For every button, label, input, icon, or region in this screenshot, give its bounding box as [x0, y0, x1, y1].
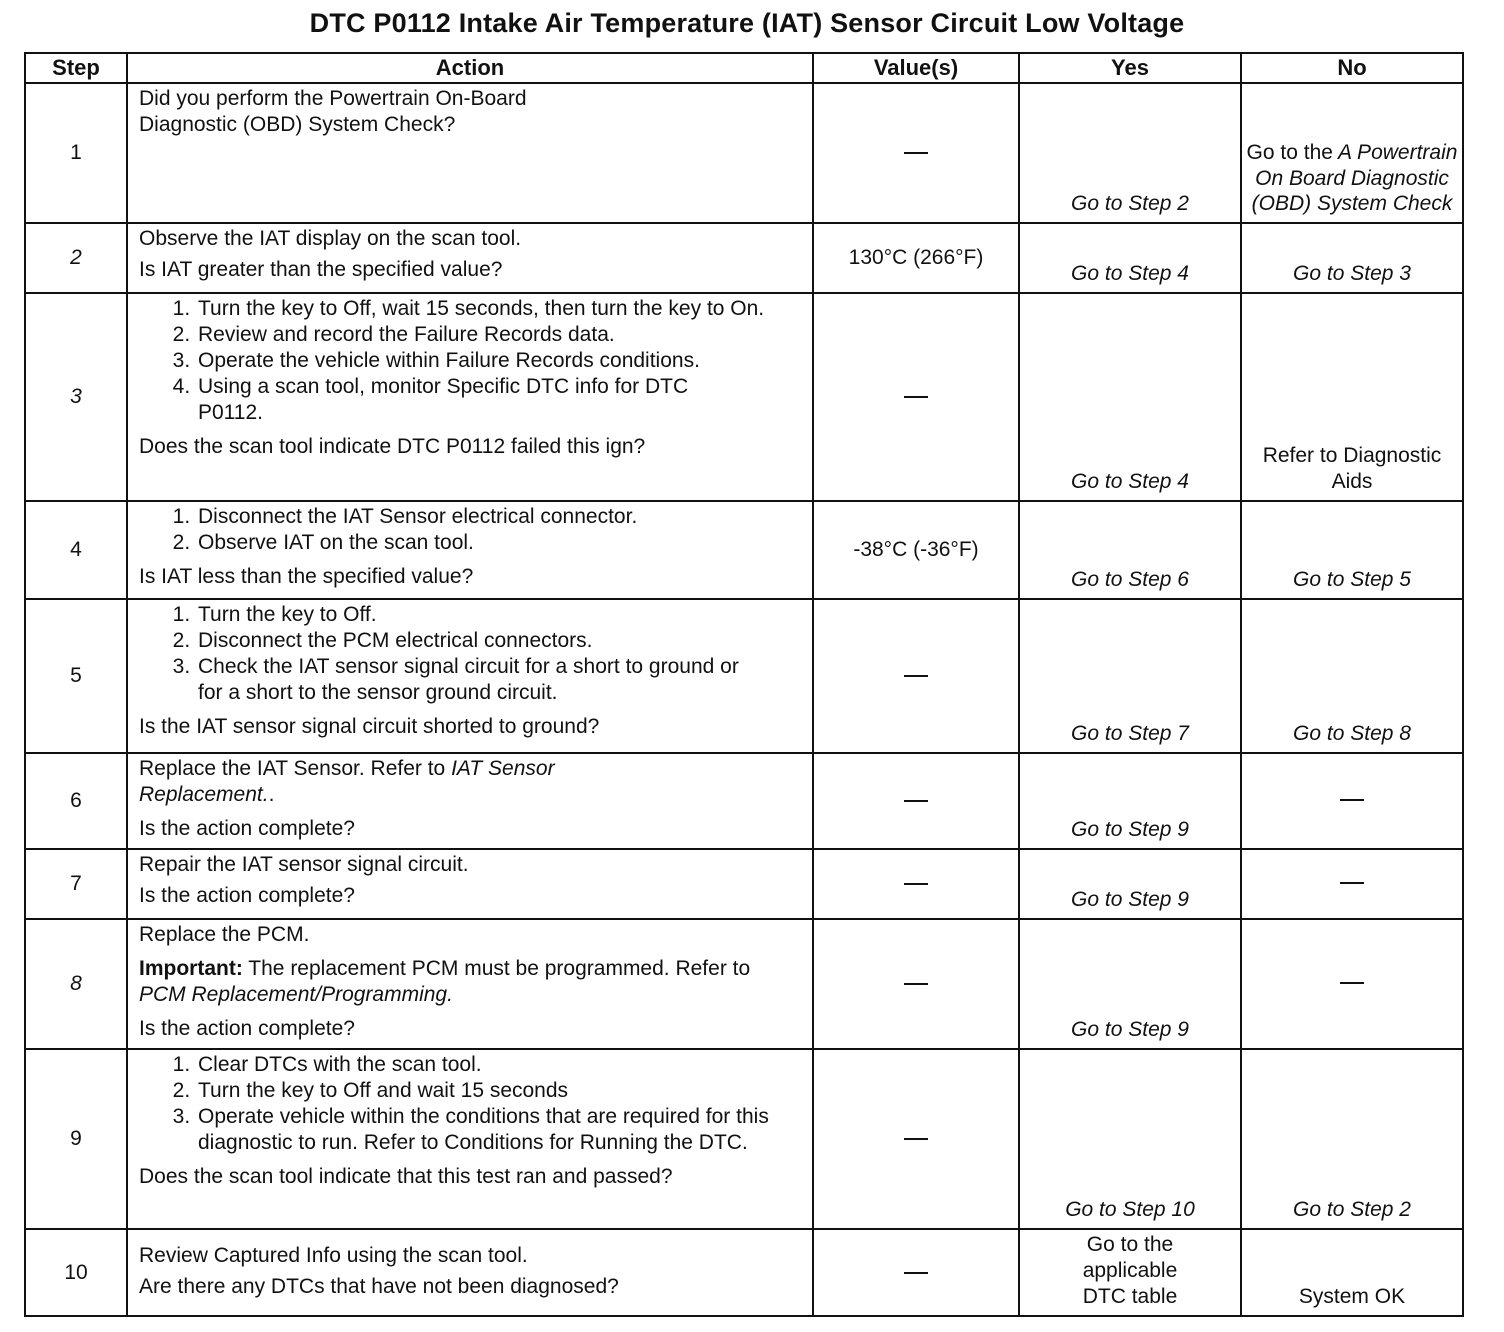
action-steps — [139, 296, 806, 426]
action-cell — [127, 1229, 813, 1316]
yes-cell: Go to Step 9 — [1019, 849, 1241, 919]
action-steps — [139, 1052, 806, 1156]
action-question: Is the IAT sensor signal circuit shorted to ground? — [139, 715, 600, 739]
header-row — [25, 53, 1463, 83]
dash — [1340, 799, 1364, 801]
step-number: 2 — [25, 223, 127, 293]
no-cell — [1241, 919, 1463, 1049]
action-question: Is the action complete? — [139, 884, 355, 908]
value-cell — [813, 1229, 1019, 1316]
header-yes: Yes — [1019, 53, 1241, 83]
value-cell — [813, 83, 1019, 223]
step-number: 6 — [25, 753, 127, 849]
action-question: Is the action complete? — [139, 1017, 355, 1041]
table-row — [25, 1229, 1463, 1316]
action-steps — [139, 602, 806, 706]
action-cell — [127, 849, 813, 919]
no-cell: Refer to Diagnostic Aids — [1241, 293, 1463, 501]
step-number: 8 — [25, 919, 127, 1049]
step-number: 4 — [25, 501, 127, 599]
header-action: Action — [127, 53, 813, 83]
yes-cell: Go to Step 10 — [1019, 1049, 1241, 1229]
important-note — [139, 956, 799, 1008]
action-question: Is IAT less than the specified value? — [139, 565, 474, 589]
action-text: Review Captured Info using the scan tool. — [139, 1244, 528, 1268]
diagnostic-table — [24, 52, 1464, 1317]
value-cell: -38°C (-36°F) — [813, 501, 1019, 599]
important-label: Important: — [139, 957, 243, 981]
action-cell — [127, 919, 813, 1049]
important-text: The replacement PCM must be programmed. Refer to — [248, 957, 751, 981]
action-cell — [127, 753, 813, 849]
no-cell: Go to Step 5 — [1241, 501, 1463, 599]
list-item: 4. Using a scan tool, monitor Specific DTC info for DTC P0112. — [196, 374, 738, 426]
dash — [1340, 982, 1364, 984]
table-row — [25, 501, 1463, 599]
action-question: Is the action complete? — [139, 817, 355, 841]
yes-cell: Go to Step 7 — [1019, 599, 1241, 753]
no-cell: Go to Step 3 — [1241, 223, 1463, 293]
yes-cell: Go to Step 4 — [1019, 293, 1241, 501]
no-cell: Go to Step 2 — [1241, 1049, 1463, 1229]
table-row — [25, 1049, 1463, 1229]
yes-cell: Go to Step 4 — [1019, 223, 1241, 293]
step-number: 10 — [25, 1229, 127, 1316]
list-item: 2. Observe IAT on the scan tool. — [196, 530, 806, 556]
list-item: 3. Check the IAT sensor signal circuit for a short to ground or for a short to the sensor ground circuit. — [196, 654, 758, 706]
yes-cell: Go to Step 9 — [1019, 919, 1241, 1049]
dash — [904, 983, 928, 985]
action-prefix: Replace the IAT Sensor. Refer to — [139, 757, 446, 780]
action-question: Are there any DTCs that have not been diagnosed? — [139, 1275, 619, 1299]
action-reference: IAT Sensor Replacement. — [139, 757, 555, 807]
page-title: DTC P0112 Intake Air Temperature (IAT) Sensor Circuit Low Voltage — [309, 8, 1185, 38]
step-number: 9 — [25, 1049, 127, 1229]
dash — [904, 1272, 928, 1274]
value-cell — [813, 919, 1019, 1049]
important-reference: PCM Replacement/Programming. — [139, 983, 453, 1007]
header-step: Step — [25, 53, 127, 83]
table-row — [25, 753, 1463, 849]
action-text: Observe the IAT display on the scan tool. — [139, 227, 522, 250]
list-item: 3. Operate vehicle within the conditions that are required for this diagnostic to run. Refer to Conditions for Running the DTC. — [196, 1104, 806, 1156]
list-item: 1. Turn the key to Off, wait 15 seconds, then turn the key to On. — [196, 296, 806, 322]
list-item: 3. Operate the vehicle within Failure Records conditions. — [196, 348, 806, 374]
yes-cell: Go to the applicable DTC table — [1019, 1229, 1241, 1316]
action-text: Repair the IAT sensor signal circuit. — [139, 853, 469, 876]
table-row — [25, 293, 1463, 501]
no-prefix: Go to the — [1246, 141, 1333, 165]
dash — [904, 883, 928, 885]
yes-cell: Go to Step 2 — [1019, 83, 1241, 223]
no-cell: System OK — [1241, 1229, 1463, 1316]
step-number: 3 — [25, 293, 127, 501]
list-item: 1. Clear DTCs with the scan tool. — [196, 1052, 806, 1078]
table-row — [25, 599, 1463, 753]
action-cell — [127, 1049, 813, 1229]
list-item: 2. Review and record the Failure Records data. — [196, 322, 806, 348]
action-cell — [127, 83, 813, 223]
action-text: Did you perform the Powertrain On-Board Diagnostic (OBD) System Check? — [139, 87, 527, 137]
dash — [904, 152, 928, 154]
step-number: 7 — [25, 849, 127, 919]
value-cell: 130°C (266°F) — [813, 223, 1019, 293]
value-cell — [813, 753, 1019, 849]
step-number: 5 — [25, 599, 127, 753]
yes-cell: Go to Step 9 — [1019, 753, 1241, 849]
action-cell — [127, 501, 813, 599]
list-item: 1. Turn the key to Off. — [196, 602, 806, 628]
header-values: Value(s) — [813, 53, 1019, 83]
table-row — [25, 223, 1463, 293]
action-text: Replace the PCM. — [139, 923, 310, 946]
action-cell — [127, 293, 813, 501]
no-reference: A Powertrain On Board Diagnostic (OBD) System Check — [1251, 141, 1458, 216]
list-item: 2. Disconnect the PCM electrical connectors. — [196, 628, 806, 654]
action-cell — [127, 223, 813, 293]
table-row — [25, 919, 1463, 1049]
dash — [904, 800, 928, 802]
action-steps — [139, 504, 806, 556]
dash — [1340, 882, 1364, 884]
action-question: Is IAT greater than the specified value? — [139, 258, 503, 282]
action-cell — [127, 599, 813, 753]
no-cell — [1241, 849, 1463, 919]
list-item: 1. Disconnect the IAT Sensor electrical connector. — [196, 504, 806, 530]
value-cell — [813, 599, 1019, 753]
dash — [904, 675, 928, 677]
value-cell — [813, 293, 1019, 501]
table-row — [25, 849, 1463, 919]
no-cell: Go to Step 8 — [1241, 599, 1463, 753]
action-text — [139, 756, 669, 808]
header-no: No — [1241, 53, 1463, 83]
action-suffix: . — [268, 783, 275, 807]
list-item: 2. Turn the key to Off and wait 15 seconds — [196, 1078, 806, 1104]
action-question: Does the scan tool indicate that this test ran and passed? — [139, 1165, 673, 1189]
no-cell — [1241, 753, 1463, 849]
value-cell — [813, 1049, 1019, 1229]
dash — [904, 396, 928, 398]
dash — [904, 1138, 928, 1140]
action-question: Does the scan tool indicate DTC P0112 failed this ign? — [139, 435, 646, 459]
yes-cell: Go to Step 6 — [1019, 501, 1241, 599]
no-cell — [1241, 83, 1463, 223]
step-number: 1 — [25, 83, 127, 223]
table-row — [25, 83, 1463, 223]
value-cell — [813, 849, 1019, 919]
